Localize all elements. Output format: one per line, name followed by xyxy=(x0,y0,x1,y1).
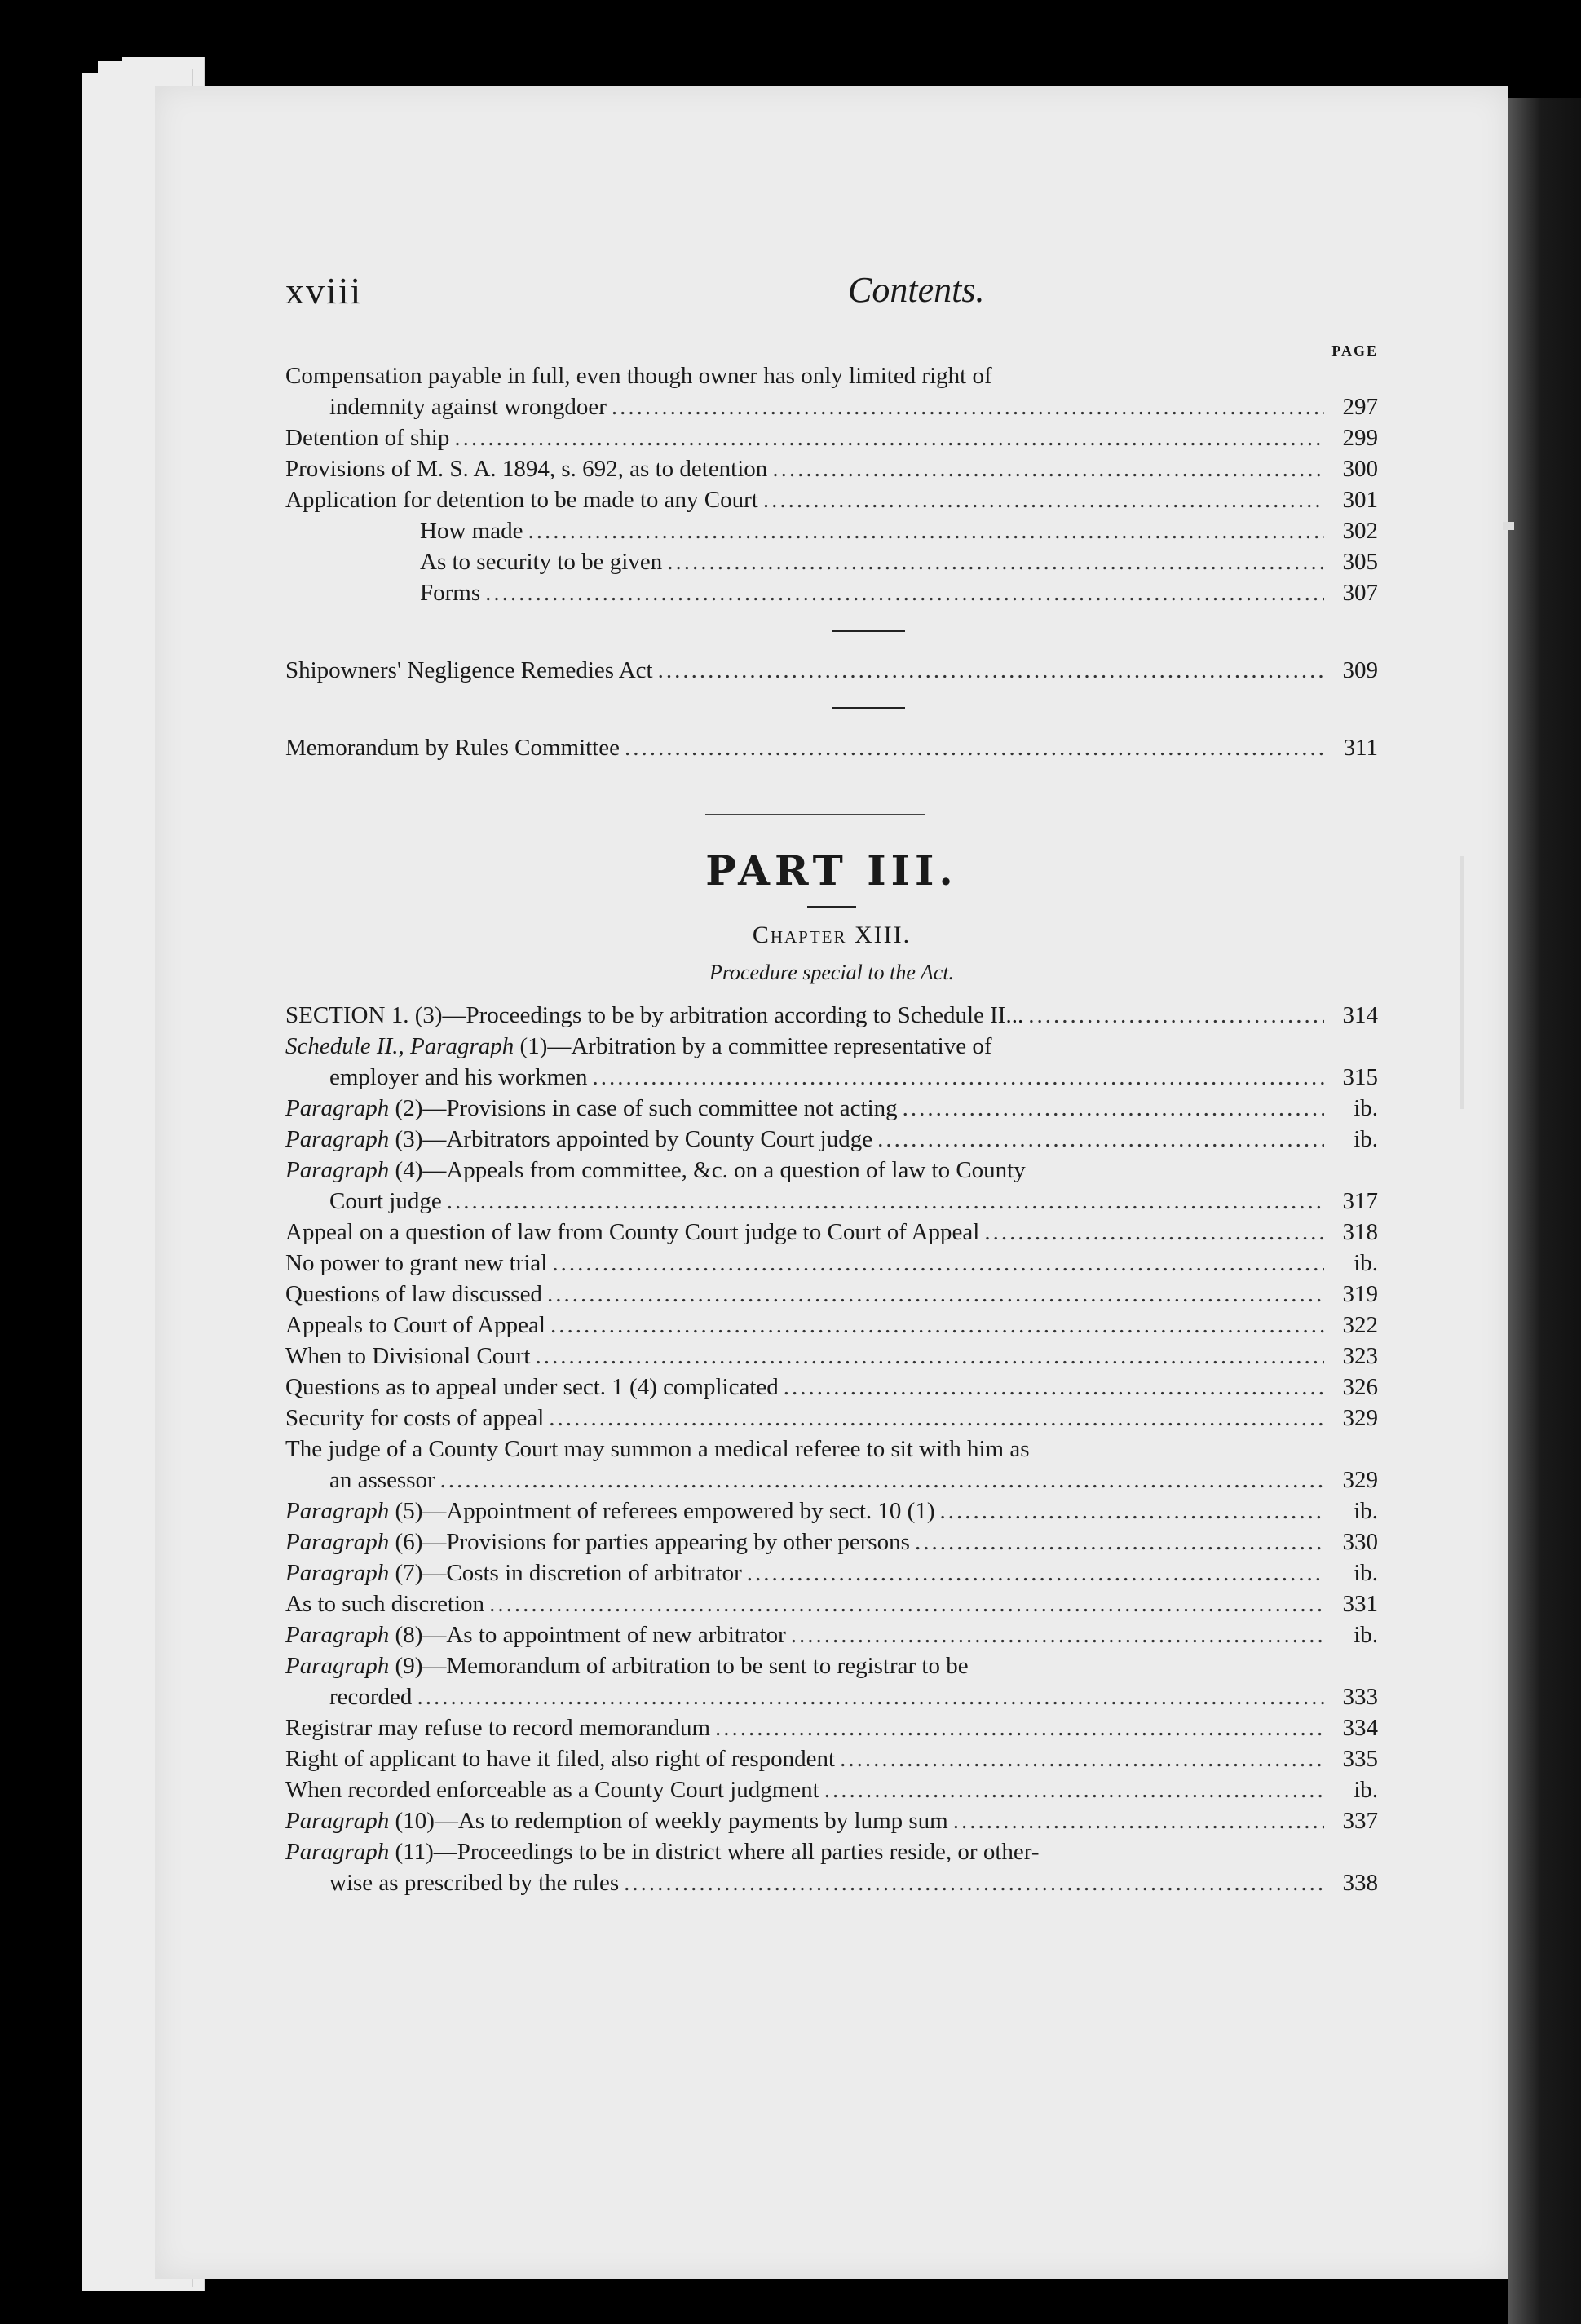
book-spine xyxy=(1508,98,1581,2324)
leader-dots xyxy=(547,1279,1324,1310)
entry-text-wrap xyxy=(420,515,523,546)
toc-entry xyxy=(285,1031,1378,1093)
entry-text: Questions of law discussed xyxy=(285,1281,542,1307)
toc-entry xyxy=(285,1403,1378,1434)
leader-dots xyxy=(447,1186,1324,1217)
toc-entry: Shipowners' Negligence Remedies Act ..... 309 xyxy=(285,655,1378,686)
entry-line xyxy=(285,1774,1378,1805)
page-number: 330 xyxy=(1342,1529,1378,1555)
entry-continuation: wise as prescribed by the rules xyxy=(329,1870,620,1896)
entry-text: Forms xyxy=(420,580,481,606)
entry-line xyxy=(285,1527,1378,1557)
entry-line xyxy=(285,1496,1378,1527)
entry-heading-line xyxy=(285,360,1378,391)
divider xyxy=(832,630,905,632)
leader-dots xyxy=(1028,1000,1324,1031)
toc-entry xyxy=(285,484,1378,515)
leader-dots xyxy=(715,1712,1324,1743)
leader-dots xyxy=(953,1805,1324,1836)
toc-entry xyxy=(285,1341,1378,1372)
entry-text: Security for costs of appeal xyxy=(285,1405,545,1431)
entry-text-wrap xyxy=(285,422,449,453)
entry-text: The judge of a County Court may summon a medical referee to sit with him as xyxy=(285,1436,1030,1462)
toc-entry xyxy=(285,577,1378,608)
leader-dots xyxy=(549,1403,1324,1434)
toc-entry xyxy=(285,1805,1378,1836)
page-number: 301 xyxy=(1342,487,1378,513)
page-number: 318 xyxy=(1342,1219,1378,1245)
page-number: ib. xyxy=(1354,1498,1378,1524)
folio: xviii xyxy=(285,270,363,311)
entry-line xyxy=(285,1588,1378,1619)
toc-entry xyxy=(285,1650,1378,1712)
entry-text-wrap xyxy=(285,1341,530,1372)
entry-line xyxy=(285,577,1378,608)
leader-dots xyxy=(840,1743,1324,1774)
entry-text-wrap xyxy=(285,1248,547,1279)
entry-continuation-line xyxy=(285,1062,1378,1093)
toc-entry xyxy=(285,546,1378,577)
entry-text: (1)—Arbitration by a committee representative of xyxy=(514,1033,992,1059)
page-number: 334 xyxy=(1342,1715,1378,1741)
toc-entry: Memorandum by Rules Committee ..... 311 xyxy=(285,732,1378,763)
toc-entry xyxy=(285,1557,1378,1588)
toc-entry xyxy=(285,422,1378,453)
entry-text: SECTION 1. (3)—Proceedings to be by arbitration according to Schedule II... xyxy=(285,1002,1024,1028)
leader-dots xyxy=(984,1217,1324,1248)
entry-text: (6)—Provisions for parties appearing by other persons xyxy=(389,1529,910,1555)
entry-continuation: indemnity against wrongdoer xyxy=(329,394,607,420)
entry-continuation-line xyxy=(285,1867,1378,1898)
leader-dots xyxy=(784,1372,1324,1403)
entry-text: (3)—Arbitrators appointed by County Court judge xyxy=(389,1126,873,1152)
entry-continuation-line xyxy=(285,1465,1378,1496)
page-number: 337 xyxy=(1342,1808,1378,1834)
toc-entry xyxy=(285,1310,1378,1341)
toc-entry xyxy=(285,1619,1378,1650)
entry-text: No power to grant new trial xyxy=(285,1250,548,1276)
page-number: 300 xyxy=(1342,456,1378,482)
running-title: Contents. xyxy=(848,270,985,310)
entry-line xyxy=(285,1248,1378,1279)
entry-line xyxy=(285,1093,1378,1124)
leader-dots xyxy=(593,1062,1324,1093)
divider xyxy=(807,906,856,908)
entry-line xyxy=(285,453,1378,484)
page-number: 307 xyxy=(1342,580,1378,606)
entry-continuation: recorded xyxy=(329,1684,413,1710)
entry-text-wrap xyxy=(285,1093,898,1124)
part-title: PART III. xyxy=(705,846,958,895)
toc-entry xyxy=(285,1279,1378,1310)
leader-dots xyxy=(747,1557,1324,1588)
entry-text: Registrar may refuse to record memorandum xyxy=(285,1715,711,1741)
page-number: 335 xyxy=(1342,1746,1378,1772)
entry-text: (8)—As to appointment of new arbitrator xyxy=(389,1622,786,1648)
leader-dots xyxy=(440,1465,1324,1496)
entry-heading-line xyxy=(285,1434,1378,1465)
spine-mark xyxy=(1503,522,1514,530)
entry-text-wrap xyxy=(285,1124,872,1155)
page-number: 305 xyxy=(1342,549,1378,575)
entry-continuation-line xyxy=(285,391,1378,422)
page-header xyxy=(285,269,1378,334)
contents-page xyxy=(285,269,1378,1898)
page-number: 331 xyxy=(1342,1591,1378,1617)
page-number: 302 xyxy=(1342,518,1378,544)
entry-italic-label: Paragraph xyxy=(285,1095,390,1121)
toc-entry xyxy=(285,360,1378,422)
entry-text: (5)—Appointment of referees empowered by sect. 10 (1) xyxy=(389,1498,935,1524)
page-number: 297 xyxy=(1342,394,1378,420)
toc-entry xyxy=(285,1588,1378,1619)
leader-dots xyxy=(772,453,1324,484)
entry-text-wrap xyxy=(285,1774,819,1805)
page-number: 326 xyxy=(1342,1374,1378,1400)
entry-line xyxy=(285,1279,1378,1310)
page-number: 329 xyxy=(1342,1405,1378,1431)
page-number: ib. xyxy=(1354,1250,1378,1276)
toc-section-top xyxy=(285,360,1378,608)
leader-dots xyxy=(550,1310,1324,1341)
entry-text-wrap xyxy=(285,1743,835,1774)
entry-italic-label: Paragraph xyxy=(285,1808,390,1834)
entry-text: (4)—Appeals from committee, &c. on a question of law to County xyxy=(389,1157,1026,1183)
entry-line xyxy=(285,1217,1378,1248)
entry-line xyxy=(285,1372,1378,1403)
toc-entry xyxy=(285,1093,1378,1124)
entry-text-wrap xyxy=(420,546,662,577)
entry-italic-label: Paragraph xyxy=(285,1157,390,1183)
entry-line xyxy=(285,1557,1378,1588)
entry-italic-label: Schedule II., Paragraph xyxy=(285,1033,514,1059)
entry-text: Questions as to appeal under sect. 1 (4) complicated xyxy=(285,1374,779,1400)
entry-text: When recorded enforceable as a County Court judgment xyxy=(285,1777,819,1803)
entry-text-wrap xyxy=(285,1403,544,1434)
entry-text: As to such discretion xyxy=(285,1591,485,1617)
entry-line xyxy=(285,1000,1378,1031)
entry-italic-label: Paragraph xyxy=(285,1622,390,1648)
page-number: 299 xyxy=(1342,425,1378,451)
toc-entry xyxy=(285,1155,1378,1217)
toc-entry xyxy=(285,1000,1378,1031)
page-number: 315 xyxy=(1342,1064,1378,1090)
toc-entry xyxy=(285,1527,1378,1557)
entry-text-wrap xyxy=(285,1000,1023,1031)
page-number: 319 xyxy=(1342,1281,1378,1307)
entry-line xyxy=(285,1805,1378,1836)
entry-text: Application for detention to be made to any Court xyxy=(285,487,758,513)
entry-text-wrap xyxy=(285,1310,545,1341)
entry-text-wrap xyxy=(285,453,767,484)
leader-dots xyxy=(915,1527,1324,1557)
entry-heading-line xyxy=(285,1836,1378,1867)
entry-line xyxy=(285,484,1378,515)
entry-text-wrap xyxy=(420,577,480,608)
entry-text-wrap xyxy=(285,1588,484,1619)
toc-entry xyxy=(285,515,1378,546)
entry-text: Appeal on a question of law from County Court judge to Court of Appeal xyxy=(285,1219,980,1245)
entry-text: Compensation payable in full, even though owner has only limited right of xyxy=(285,363,992,389)
page-number: ib. xyxy=(1354,1622,1378,1648)
entry-text: (10)—As to redemption of weekly payments by lump sum xyxy=(389,1808,948,1834)
page-number: 322 xyxy=(1342,1312,1378,1338)
entry-text-wrap xyxy=(285,1217,979,1248)
entry-italic-label: Paragraph xyxy=(285,1560,390,1586)
toc-entry xyxy=(285,1124,1378,1155)
page-number: 333 xyxy=(1342,1684,1378,1710)
entry-heading-line xyxy=(285,1155,1378,1186)
entry-text: (2)—Provisions in case of such committee not acting xyxy=(389,1095,898,1121)
page-number: 329 xyxy=(1342,1467,1378,1493)
chapter-heading: Chapter XIII. xyxy=(752,921,912,948)
entry-italic-label: Paragraph xyxy=(285,1653,390,1679)
entry-text-wrap xyxy=(285,484,758,515)
entry-text-wrap xyxy=(285,1557,742,1588)
entry-line xyxy=(285,422,1378,453)
page-number: ib. xyxy=(1354,1095,1378,1121)
toc-entry xyxy=(285,1712,1378,1743)
entry-text: (11)—Proceedings to be in district where all parties reside, or other- xyxy=(389,1839,1040,1865)
entry-text: Right of applicant to have it filed, also right of respondent xyxy=(285,1746,836,1772)
toc-entry xyxy=(285,1496,1378,1527)
leader-dots xyxy=(535,1341,1324,1372)
page-number: ib. xyxy=(1354,1777,1378,1803)
entry-line xyxy=(285,1712,1378,1743)
toc-entry xyxy=(285,1248,1378,1279)
entry-line xyxy=(285,1341,1378,1372)
entry-text: Provisions of M. S. A. 1894, s. 692, as to detention xyxy=(285,456,768,482)
entry-italic-label: Paragraph xyxy=(285,1498,390,1524)
chapter-subtitle: Procedure special to the Act. xyxy=(709,961,955,984)
entry-text: (9)—Memorandum of arbitration to be sent to registrar to be xyxy=(389,1653,969,1679)
leader-dots xyxy=(877,1124,1324,1155)
section-rule xyxy=(705,814,925,815)
entry-italic-label: Paragraph xyxy=(285,1126,390,1152)
leader-dots xyxy=(485,577,1324,608)
entry-line xyxy=(285,1743,1378,1774)
entry-text-wrap xyxy=(285,1372,779,1403)
page-number: 338 xyxy=(1342,1870,1378,1896)
toc-entry xyxy=(285,1743,1378,1774)
entry-continuation: employer and his workmen xyxy=(329,1064,588,1090)
page-number: 314 xyxy=(1342,1002,1378,1028)
entry-text: Appeals to Court of Appeal xyxy=(285,1312,545,1338)
leader-dots xyxy=(489,1588,1324,1619)
entry-heading-line xyxy=(285,1031,1378,1062)
entry-continuation: Court judge xyxy=(329,1188,442,1214)
toc-entry xyxy=(285,1434,1378,1496)
spine-mark xyxy=(1460,856,1464,954)
page-number: 317 xyxy=(1342,1188,1378,1214)
leader-dots xyxy=(624,1867,1324,1898)
entry-heading-line xyxy=(285,1650,1378,1681)
entry-line xyxy=(285,1310,1378,1341)
toc-entry xyxy=(285,1836,1378,1898)
toc-section-part3 xyxy=(285,1000,1378,1898)
leader-dots xyxy=(528,515,1324,546)
entry-text-wrap xyxy=(285,1712,710,1743)
entry-text-wrap xyxy=(285,1496,934,1527)
spine-mark xyxy=(1460,946,1464,1109)
entry-line xyxy=(285,1619,1378,1650)
leader-dots xyxy=(454,422,1324,453)
toc-entry xyxy=(285,1774,1378,1805)
entry-text-wrap xyxy=(285,1619,786,1650)
entry-text-wrap xyxy=(285,1279,542,1310)
entry-text-wrap xyxy=(285,1527,910,1557)
entry-italic-label: Paragraph xyxy=(285,1529,390,1555)
entry-continuation-line xyxy=(285,1681,1378,1712)
toc-entry xyxy=(285,1217,1378,1248)
entry-line xyxy=(285,1403,1378,1434)
entry-text-wrap xyxy=(285,1805,948,1836)
page-number: ib. xyxy=(1354,1560,1378,1586)
page-number: 323 xyxy=(1342,1343,1378,1369)
leader-dots xyxy=(903,1093,1324,1124)
entry-text: (7)—Costs in discretion of arbitrator xyxy=(389,1560,742,1586)
entry-italic-label: Paragraph xyxy=(285,1839,390,1865)
entry-text: When to Divisional Court xyxy=(285,1343,531,1369)
toc-entry xyxy=(285,1372,1378,1403)
entry-text: How made xyxy=(420,518,523,544)
leader-dots xyxy=(667,546,1324,577)
entry-line xyxy=(285,546,1378,577)
leader-dots xyxy=(417,1681,1324,1712)
toc-entry xyxy=(285,453,1378,484)
entry-line xyxy=(285,515,1378,546)
leader-dots xyxy=(791,1619,1324,1650)
leader-dots xyxy=(612,391,1324,422)
leader-dots xyxy=(552,1248,1324,1279)
leader-dots xyxy=(763,484,1324,515)
leader-dots xyxy=(824,1774,1324,1805)
divider xyxy=(832,707,905,709)
entry-continuation-line xyxy=(285,1186,1378,1217)
leader-dots xyxy=(939,1496,1324,1527)
entry-text: As to security to be given xyxy=(420,549,663,575)
entry-text: Detention of ship xyxy=(285,425,450,451)
page-column-label: PAGE xyxy=(1331,342,1378,359)
entry-line xyxy=(285,1124,1378,1155)
entry-continuation: an assessor xyxy=(329,1467,435,1493)
page-number: ib. xyxy=(1354,1126,1378,1152)
